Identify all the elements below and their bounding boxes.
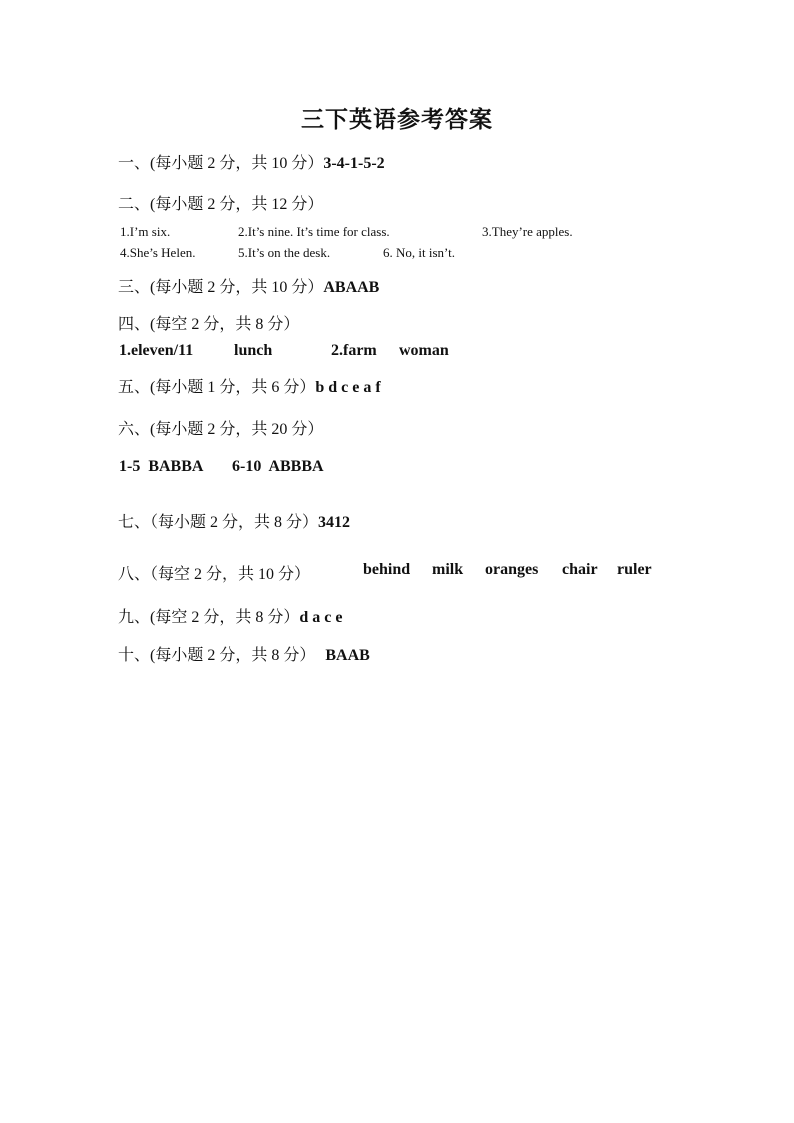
- section-6: [118, 416, 323, 439]
- section-1-label: 一、(每小题 2 分，共 10 分）: [118, 155, 324, 172]
- section-3-label: 三、(每小题 2 分，共 10 分）: [118, 279, 324, 296]
- section-8-answer-2: milk: [432, 561, 464, 578]
- section-4-label: 四、(每空 2 分，共 8 分）: [118, 316, 300, 333]
- section-2-label: 二、(每小题 2 分，共 12 分）: [118, 196, 324, 213]
- section-3-answer: ABAAB: [323, 279, 380, 296]
- section-3: [118, 274, 379, 297]
- section-9: [118, 604, 342, 627]
- section-5-answer: b d c e a f: [315, 379, 381, 396]
- section-4-answer-1: 1.eleven/11: [119, 342, 194, 359]
- section-1-answer: 3-4-1-5-2: [323, 155, 385, 172]
- section-8-answer-1: behind: [363, 561, 411, 578]
- section-5: [118, 374, 381, 397]
- section-4-answer-2: lunch: [234, 342, 273, 359]
- section-6-answer-1: 1-5 BABBA: [119, 458, 204, 475]
- section-8: [118, 561, 310, 584]
- section-2-item-2: 2.It’s nine. It’s time for class.: [238, 224, 390, 239]
- section-10-answer: BAAB: [325, 647, 370, 664]
- section-8-answer-4: chair: [562, 561, 598, 578]
- section-9-answer: d a c e: [299, 609, 343, 626]
- section-2-item-6: 6. No, it isn’t.: [383, 245, 455, 260]
- section-6-label: 六、(每小题 2 分，共 20 分）: [118, 421, 324, 438]
- section-2-item-5: 5.It’s on the desk.: [238, 245, 331, 260]
- section-7: [118, 509, 350, 532]
- section-8-label: 八、（每空 2 分，共 10 分）: [118, 566, 311, 583]
- section-9-label: 九、(每空 2 分，共 8 分）: [118, 609, 300, 626]
- section-6-answer-2: 6-10 ABBBA: [232, 458, 324, 475]
- section-7-answer: 3412: [318, 514, 351, 531]
- section-10-label: 十、(每小题 2 分，共 8 分）: [118, 647, 316, 664]
- section-4-answer-3: 2.farm: [331, 342, 377, 359]
- section-4: [118, 311, 299, 334]
- section-1: [118, 150, 385, 173]
- section-10: [118, 642, 370, 665]
- page-title: 三下英语参考答案: [301, 107, 493, 132]
- section-2: [118, 191, 323, 214]
- section-5-label: 五、(每小题 1 分，共 6 分）: [118, 379, 316, 396]
- section-8-answer-3: oranges: [485, 561, 539, 578]
- section-7-label: 七、（每小题 2 分，共 8 分）: [118, 514, 319, 531]
- section-2-item-1: 1.I’m six.: [120, 224, 171, 239]
- section-2-item-3: 3.They’re apples.: [482, 224, 573, 239]
- section-8-answer-5: ruler: [617, 561, 652, 578]
- section-2-item-4: 4.She’s Helen.: [120, 245, 196, 260]
- section-4-answer-4: woman: [399, 342, 449, 359]
